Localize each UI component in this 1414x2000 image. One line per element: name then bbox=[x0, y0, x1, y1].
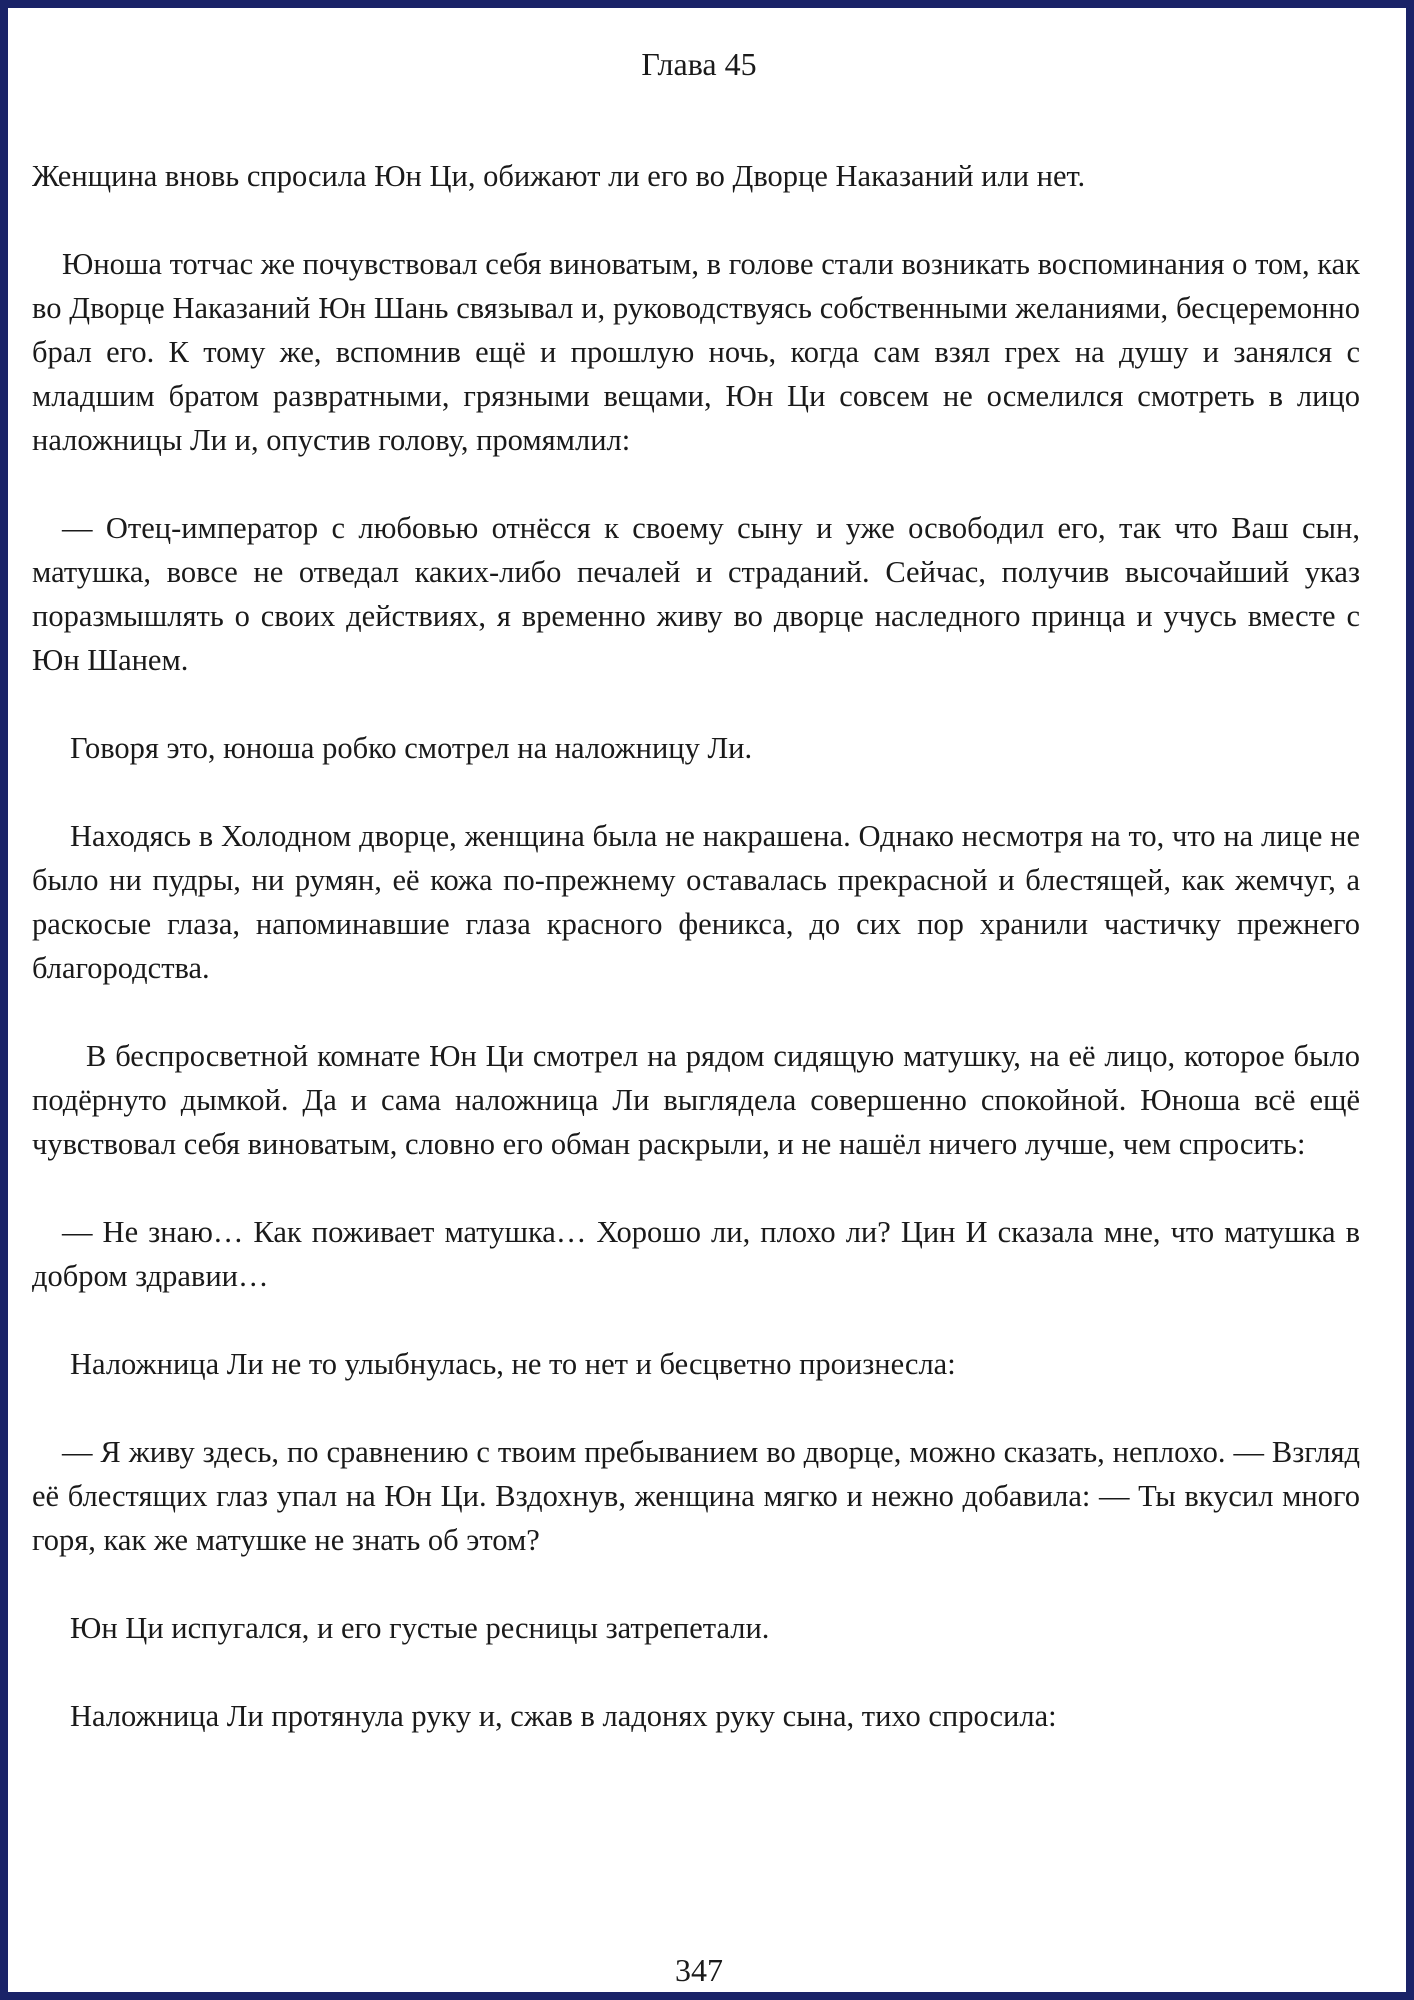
paragraph-9: — Я живу здесь, по сравнению с твоим пребыванием во дворце, можно сказать, неплохо. — Взгляд её блестящих глаз упал на Юн Ци. Вздохнув, женщина мягко и нежно добавила: — Ты вкусил много горя, как же матушке не знать об этом? bbox=[32, 1435, 1360, 1557]
paragraph-3: — Отец-император с любовью отнёсся к своему сыну и уже освободил его, так что Ваш сын, матушка, вовсе не отведал каких-либо печалей и страданий. Сейчас, получив высочайший указ поразмышлять о своих действиях, я временно живу во дворце наследного принца и учусь вместе с Юн Шанем. bbox=[32, 511, 1360, 677]
paragraph-5: Находясь в Холодном дворце, женщина была не накрашена. Однако несмотря на то, что на лице не было ни пудры, ни румян, её кожа по-прежнему оставалась прекрасной и блестящей, как жемчуг, а раскосые глаза, напоминавшие глаза красного феникса, до сих пор хранили частичку прежнего благородства. bbox=[32, 819, 1360, 985]
paragraph-1: Женщина вновь спросила Юн Ци, обижают ли его во Дворце Наказаний или нет. bbox=[32, 159, 1086, 193]
paragraph-7: — Не знаю… Как поживает матушка… Хорошо ли, плохо ли? Цин И сказала мне, что матушка в добром здравии… bbox=[32, 1215, 1360, 1293]
paragraph-4: Говоря это, юноша робко смотрел на наложницу Ли. bbox=[70, 731, 753, 765]
paragraph-2: Юноша тотчас же почувствовал себя виноватым, в голове стали возникать воспоминания о том, как во Дворце Наказаний Юн Шань связывал и, руководствуясь собственными желаниями, бесцеремонно брал его. К тому же, вспомнив ещё и прошлую ночь, когда сам взял грех на душу и занялся с младшим братом развратными, грязными вещами, Юн Ци совсем не осмелился смотреть в лицо наложницы Ли и, опустив голову, промямлил: bbox=[32, 247, 1360, 457]
paragraph-11: Наложница Ли протянула руку и, сжав в ладонях руку сына, тихо спросила: bbox=[70, 1699, 1057, 1733]
text-body bbox=[32, 154, 1360, 1782]
paragraph-10: Юн Ци испугался, и его густые ресницы затрепетали. bbox=[70, 1611, 770, 1645]
paragraph-6: В беспросветной комнате Юн Ци смотрел на рядом сидящую матушку, на её лицо, которое было подёрнуто дымкой. Да и сама наложница Ли выглядела совершенно спокойной. Юноша всё ещё чувствовал себя виноватым, словно его обман раскрыли, и не нашёл ничего лучше, чем спросить: bbox=[32, 1039, 1360, 1161]
chapter-title: Глава 45 bbox=[641, 46, 757, 82]
paragraph-8: Наложница Ли не то улыбнулась, не то нет и бесцветно произнесла: bbox=[70, 1347, 956, 1381]
page-number: 347 bbox=[675, 1952, 723, 1988]
